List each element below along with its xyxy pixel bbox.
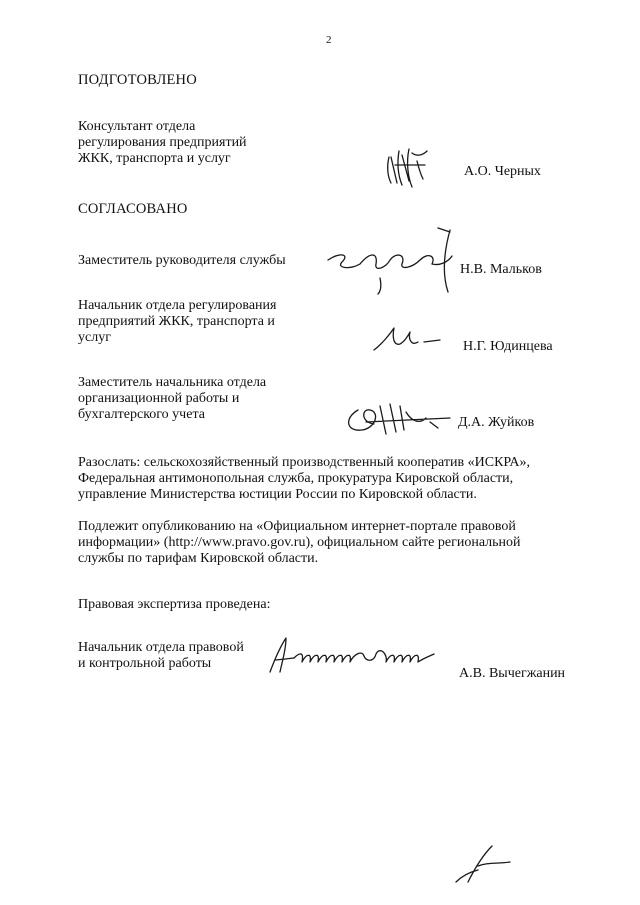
distribution-paragraph [78, 455, 575, 503]
position-line: регулирования предприятий [78, 135, 247, 150]
distribution-line: Федеральная антимонопольная служба, прокуратура Кировской области, [78, 471, 514, 486]
signature-vychegzhanin [258, 632, 438, 682]
signer-name: Д.А. Жуйков [458, 415, 535, 430]
position-line: организационной работы и [78, 391, 240, 406]
position-line: бухгалтерского учета [78, 407, 205, 422]
position-line: Начальник отдела регулирования [78, 298, 277, 313]
signature-chernykh [383, 143, 443, 193]
publication-paragraph [78, 519, 575, 567]
signature-malkov [320, 222, 470, 297]
signer-position [78, 298, 276, 346]
legal-review-statement: Правовая экспертиза проведена: [78, 597, 271, 612]
position-line: ЖКК, транспорта и услуг [78, 151, 231, 166]
signer-position [78, 375, 266, 423]
distribution-line: управление Министерства юстиции России по Кировской области. [78, 487, 477, 502]
position-line: предприятий ЖКК, транспорта и [78, 314, 275, 329]
prepared-position [78, 119, 247, 167]
publication-line: Подлежит опубликованию на «Официальном интернет-портале правовой [78, 519, 516, 534]
position-line: Консультант отдела [78, 119, 196, 134]
publication-line: информации» (http://www.pravo.gov.ru), официальном сайте региональной [78, 535, 521, 550]
signature-zhuykov [340, 398, 460, 443]
position-line: и контрольной работы [78, 656, 212, 671]
agreed-heading: СОГЛАСОВАНО [78, 201, 188, 217]
publication-line: службы по тарифам Кировской области. [78, 551, 319, 566]
position-line: Заместитель руководителя службы [78, 253, 286, 268]
prepared-heading: ПОДГОТОВЛЕНО [78, 72, 197, 88]
position-line: Начальник отдела правовой [78, 640, 244, 655]
distribution-line: Разослать: сельскохозяйственный производственный кооператив «ИСКРА», [78, 455, 531, 470]
page-number: 2 [326, 34, 332, 46]
position-line: Заместитель начальника отдела [78, 375, 267, 390]
signer-name: Н.В. Мальков [460, 262, 542, 277]
position-line: услуг [78, 330, 111, 345]
signer-name: Н.Г. Юдинцева [463, 339, 553, 354]
legal-review-position [78, 640, 244, 672]
signer-position [78, 253, 286, 269]
legal-review-name: А.В. Вычегжанин [459, 666, 566, 681]
prepared-name: А.О. Черных [464, 164, 541, 179]
signature-yudintseva [368, 324, 448, 364]
initials-mark [448, 842, 518, 892]
